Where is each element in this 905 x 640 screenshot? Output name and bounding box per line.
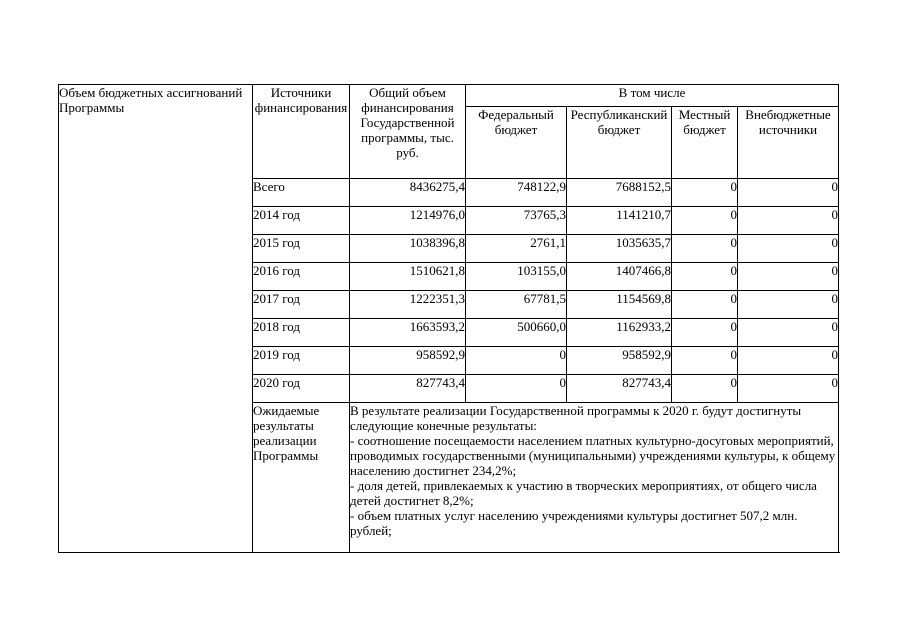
row-republic: 7688152,5 [567,179,672,207]
results-line: населению достигнет 234,2%; [350,463,517,478]
results-line: В результате реализации Государственной программы к 2020 г. будут достигнуты [350,403,802,418]
results-line: - объем платных услуг населению учреждениями культуры достигнет 507,2 млн. рублей; [350,508,798,538]
row-total: 827743,4 [350,375,466,403]
header-extra: Внебюджетные источники [738,107,839,179]
row-extra: 0 [738,235,839,263]
row-total: 958592,9 [350,347,466,375]
header-total: Общий объем финансирования Государственной программы, тыс. руб. [350,85,466,179]
row-total: 1214976,0 [350,207,466,235]
row-local: 0 [672,207,738,235]
header-local: Местный бюджет [672,107,738,179]
row-federal: 73765,3 [466,207,567,235]
row-extra: 0 [738,263,839,291]
row-extra: 0 [738,179,839,207]
row-extra: 0 [738,375,839,403]
row-total: 1222351,3 [350,291,466,319]
header-federal: Федеральный бюджет [466,107,567,179]
results-label: Ожидаемые результаты реализации Программы [253,403,350,553]
header-row-1 [59,85,839,107]
row-extra: 0 [738,347,839,375]
results-line: - доля детей, привлекаемых к участию в творческих мероприятиях, от общего числа [350,478,817,493]
row-extra: 0 [738,207,839,235]
results-line: детей достигнет 8,2%; [350,493,474,508]
row-extra: 0 [738,319,839,347]
budget-label: Объем бюджетных ассигнований Программы [59,85,253,553]
row-source: 2017 год [253,291,350,319]
row-local: 0 [672,319,738,347]
row-source: 2014 год [253,207,350,235]
header-sources: Источники финансирования [253,85,350,179]
results-line: проводимых государственными (муниципальными) учреждениями культуры, к общему [350,448,836,463]
program-passport-table [58,84,839,553]
row-source: 2018 год [253,319,350,347]
row-source: 2020 год [253,375,350,403]
row-federal: 2761,1 [466,235,567,263]
row-source: Всего [253,179,350,207]
row-federal: 0 [466,375,567,403]
row-total: 1038396,8 [350,235,466,263]
row-republic: 1162933,2 [567,319,672,347]
row-total: 1510621,8 [350,263,466,291]
row-federal: 67781,5 [466,291,567,319]
results-line: следующие конечные результаты: [350,418,537,433]
header-including: В том числе [466,85,839,107]
row-local: 0 [672,235,738,263]
row-federal: 748122,9 [466,179,567,207]
row-republic: 827743,4 [567,375,672,403]
results-text [350,403,839,553]
row-local: 0 [672,291,738,319]
row-federal: 103155,0 [466,263,567,291]
row-republic: 1035635,7 [567,235,672,263]
row-local: 0 [672,263,738,291]
row-total: 1663593,2 [350,319,466,347]
row-local: 0 [672,179,738,207]
row-republic: 1407466,8 [567,263,672,291]
row-federal: 0 [466,347,567,375]
row-total: 8436275,4 [350,179,466,207]
row-source: 2016 год [253,263,350,291]
row-source: 2019 год [253,347,350,375]
row-republic: 1154569,8 [567,291,672,319]
row-local: 0 [672,347,738,375]
row-source: 2015 год [253,235,350,263]
row-local: 0 [672,375,738,403]
results-line: - соотношение посещаемости населением платных культурно-досуговых мероприятий, [350,433,834,448]
row-federal: 500660,0 [466,319,567,347]
row-republic: 958592,9 [567,347,672,375]
header-republic: Республиканский бюджет [567,107,672,179]
row-extra: 0 [738,291,839,319]
row-republic: 1141210,7 [567,207,672,235]
